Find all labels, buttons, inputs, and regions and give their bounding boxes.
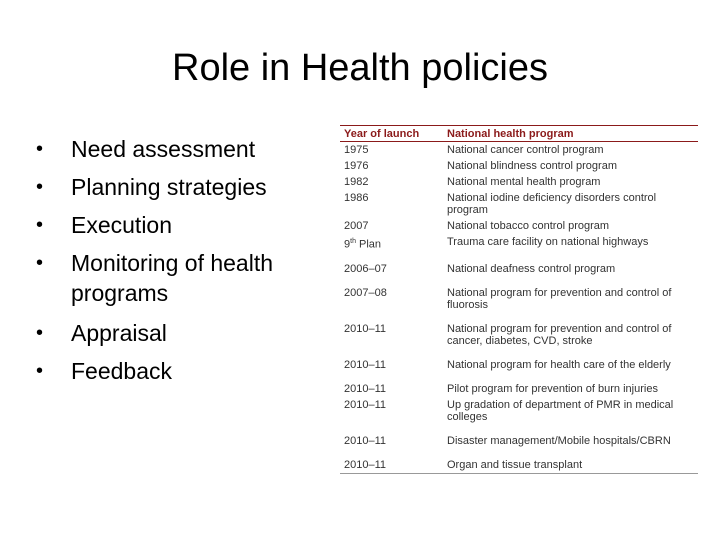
table-row <box>340 218 698 234</box>
bullet-list <box>36 130 326 390</box>
cell-program: National program for prevention and control of cancer, diabetes, CVD, stroke <box>447 322 672 347</box>
cell-year: 2010–11 <box>340 449 443 474</box>
cell-year: 9th Plan <box>344 238 382 251</box>
cell-year: 2010–11 <box>344 322 387 335</box>
bullet-item: • Monitoring of health programs <box>36 248 326 308</box>
slide-title: Role in Health policies <box>172 47 548 89</box>
cell-year: 1976 <box>344 160 369 172</box>
cell-program: Pilot program for prevention of burn injuries <box>447 382 658 395</box>
table-header-row <box>340 126 698 142</box>
cell-program: National mental health program <box>447 176 601 188</box>
table-row <box>340 190 698 218</box>
table-row <box>340 158 698 174</box>
cell-program: National tobacco control program <box>447 220 610 232</box>
cell-program: Trauma care facility on national highways <box>447 236 649 248</box>
cell-program: National iodine deficiency disorders control program <box>447 192 657 216</box>
cell-program: National deafness control program <box>447 262 616 275</box>
cell-year: 1975 <box>344 144 369 156</box>
cell-program: Up gradation of department of PMR in medical colleges <box>447 398 674 423</box>
table-row <box>340 349 698 373</box>
cell-program: National blindness control program <box>447 160 617 172</box>
cell-year: 1986 <box>344 192 369 204</box>
table-row <box>340 142 698 159</box>
health-programs-table <box>340 125 698 474</box>
column-header-year: Year of launch <box>340 126 443 142</box>
cell-year: 1982 <box>344 176 369 188</box>
table-row <box>340 234 698 253</box>
table-row <box>340 397 698 425</box>
column-header-program: National health program <box>443 126 698 142</box>
cell-year: 2010–11 <box>344 358 387 371</box>
cell-program: Organ and tissue transplant <box>443 449 698 474</box>
table-row <box>340 425 698 449</box>
bullet-item: • Feedback <box>36 352 326 390</box>
bullet-item: • Execution <box>36 206 326 244</box>
cell-year: 2007–08 <box>344 286 387 299</box>
table-row <box>340 373 698 397</box>
bullet-item: • Need assessment <box>36 130 326 168</box>
cell-program: Disaster management/Mobile hospitals/CBRN <box>447 434 671 447</box>
cell-year: 2010–11 <box>344 434 387 447</box>
cell-program: National program for health care of the elderly <box>447 358 671 371</box>
cell-program: National cancer control program <box>447 144 604 156</box>
table-row <box>340 277 698 313</box>
table-row <box>340 174 698 190</box>
bullet-item: • Appraisal <box>36 314 326 352</box>
cell-year: 2010–11 <box>344 398 387 411</box>
cell-year: 2007 <box>344 220 369 232</box>
cell-year: 2006–07 <box>344 262 387 275</box>
table-row <box>340 253 698 277</box>
cell-program: National program for prevention and control of fluorosis <box>447 286 672 311</box>
table-row <box>340 449 698 474</box>
table-row <box>340 313 698 349</box>
bullet-item: • Planning strategies <box>36 168 326 206</box>
cell-year: 2010–11 <box>344 382 387 395</box>
